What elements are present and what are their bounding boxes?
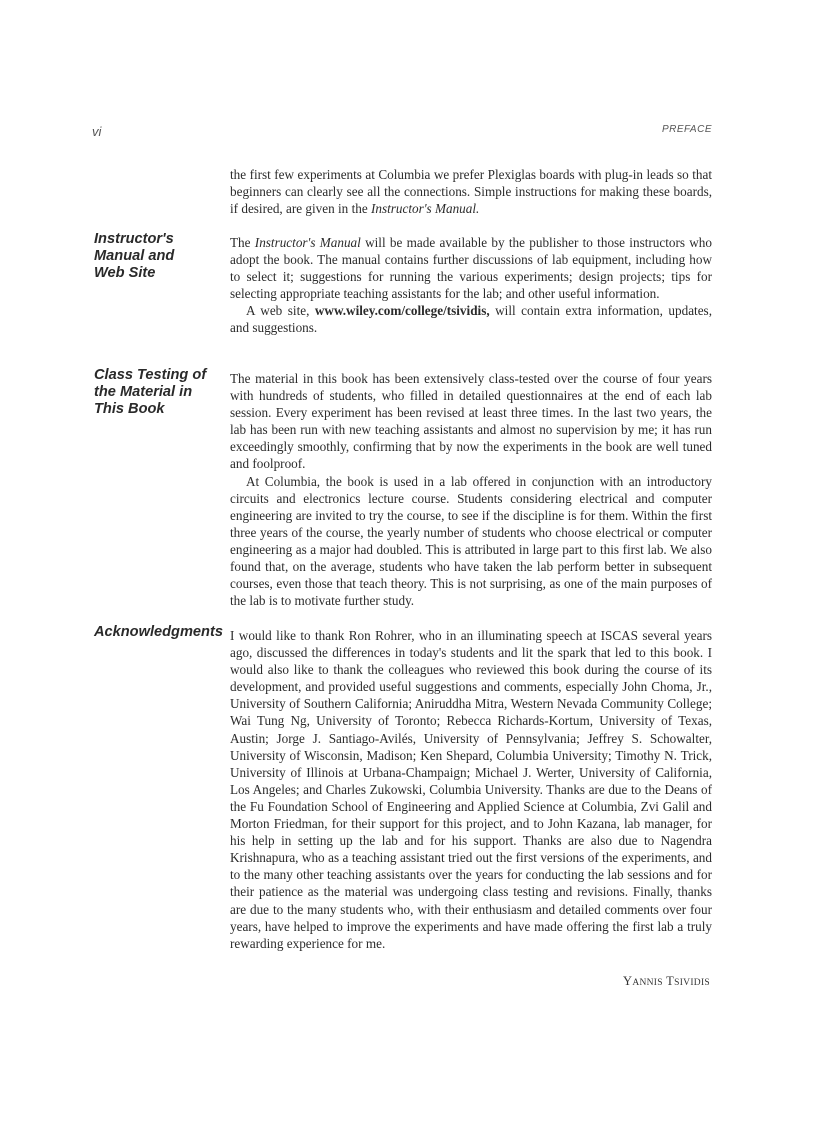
signature-text: SIVIDIS [674,978,710,988]
acknowledgments-paragraph: I would like to thank Ron Rohrer, who in an illuminating speech at ISCAS several years ago, discussed the differences in today's students and lit the spark that led to this book. I would also like to thank the colleagues who reviewed this book during the course of its development, and provided useful suggestions and comments, especially John Choma, Jr., University of Southern California; Aniruddha Mitra, Western Nevada Community College; Wai Tung Ng, University of Toronto; Rebecca Richards-Kortum, University of Texas, Austin; Jorge J. Santiago-Avilés, University of Pennsylvania; Jeffrey S. Schowalter, University of Wisconsin, Madison; Ken Shepard, Columbia University; Timothy N. Trick, University of Illinois at Urbana-Champaign; Michael J. Werter, University of California, Los Angeles; and Charles Zukowski, Columbia University. Thanks are due to the Deans of the Fu Foundation School of Engineering and Applied Science at Columbia, Zvi Galil and Morton Friedman, for their support for this project, and to John Kazana, lab manager, for his help in setting up the lab and for his support. Thanks are also due to Nagendra Krishnapura, who as a teaching assistant tried out the first versions of the experiments, and to the many other teaching assistants over the years for conducting the lab sessions and for their patience as the material was undergoing class testing and revisions. Finally, thanks are due to the many students who, with their enthusiasm and detailed comments over four years, have helped to improve the experiments and have made offering the first lab a truly rewarding experience for me. [230,628,712,951]
instructors-manual-heading [94,231,224,282]
signature-text: Y [623,974,633,988]
instructors-manual-paragraph [230,234,712,302]
heading-line: Web Site [94,265,156,281]
class-testing-paragraph-2: At Columbia, the book is used in a lab offered in conjunction with an introductory circuits and electronics lecture course. Students considering electrical and computer engineering are invited to try the course, to see if the discipline is for them. Within the first three years of the course, the yearly number of students who choose electrical or computer engineering as a major had doubled. This is attributed in large part to this first lab. We also found that, on the average, students who have taken the lab perform better in subsequent courses, even those that teach theory. This is not surprising, as one of the main purposes of the lab is to motivate further study. [230,473,712,609]
heading-line: the Material in [94,384,193,400]
acknowledgments-section [230,627,712,952]
heading-line: Class Testing of [94,367,207,383]
acknowledgments-heading [94,624,224,641]
intro-text: the first few experiments at Columbia we prefer Plexiglas boards with plug-in leads so that beginners can clearly see all the connections. Simple instructions for making these boards, if desired, are given in the [230,167,712,217]
instructors-manual-section [230,234,712,337]
signature-text: T [666,974,675,988]
class-testing-heading [94,367,224,418]
website-link[interactable]: www.wiley.com/college/tsividis, [314,303,490,319]
page-number: vi [92,124,102,139]
intro-paragraph [230,166,712,217]
heading-line: This Book [94,401,165,417]
signature-text: ANNIS [632,978,663,988]
website-paragraph [230,302,712,336]
class-testing-paragraph-1: The material in this book has been extensively class-tested over the course of four years with hundreds of students, who filled in detailed questionnaires at the end of each lab session. Every experiment has been revised at least three times. In the last two years, the lab has been run with new teaching assistants and almost no supervision by me; it has run exceedingly smoothly, confirming that by now the experiments in the book are well tuned and foolproof. [230,371,712,472]
manual-title-ref: Instructor's Manual [254,235,361,250]
heading-line: Manual and [94,248,175,264]
manual-title-ref: Instructor's Manual. [370,201,480,217]
paragraph-text: will contain extra information, updates, and suggestions. [230,303,712,336]
section-title: PREFACE [662,124,712,135]
intro-paragraph-block [230,166,712,217]
paragraph-text: will be made available by the publisher to those instructors who adopt the book. The manual contains further discussions of lab equipment, including how to select it; suggestions for running the various experiments; design projects; tips for selecting appropriate teaching assistants for the lab; and other useful information. [230,235,712,302]
paragraph-text: The [230,235,255,250]
class-testing-section [230,370,712,609]
paragraph-text: A web site, [246,303,315,319]
author-signature [470,974,710,989]
heading-line: Acknowledgments [94,624,223,640]
heading-line: Instructor's [94,231,174,247]
